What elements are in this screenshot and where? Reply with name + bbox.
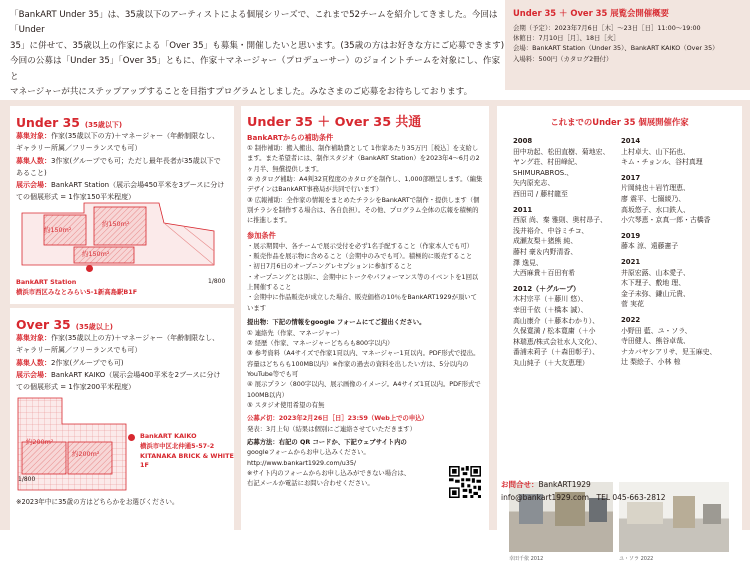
artist-names: SHIMURABROS.、: [513, 168, 574, 177]
year-heading: 2008: [513, 137, 533, 145]
exhibition-outline-box: [505, 0, 750, 90]
location-marker: [128, 434, 135, 441]
outline-line: 休館日：7月10日［月］、18日［火］: [513, 34, 620, 43]
support-title: BankARTからの補助条件: [247, 133, 334, 142]
year-heading: 2019: [621, 231, 641, 240]
artist-names: 林瑞恵/株式会社水人文化）、: [513, 337, 602, 346]
room-area-label: 約150m²: [82, 250, 110, 258]
apply-url-link[interactable]: http://www.bankart1929.com/u35/: [247, 459, 356, 467]
year-heading: 2012（＋グループ）: [513, 284, 580, 293]
year-heading: 2017: [621, 173, 641, 182]
conditions-title: 参加条件: [247, 230, 276, 240]
artist-names: 矢内原充志、: [513, 179, 555, 188]
support-item: ① 制作補助：搬入搬出、制作補助費として 1作家あたり35万円［税込］を支給します。また希望者には、制作スタジオ（BankART Station）を2023年4〜6月の2ヶ月半、無償提供します。: [247, 145, 480, 173]
under35-item: 展示会場：BankART Station（展示会場450平米を3ブースに分けての個展形式 = 1作家150平米程度）: [16, 181, 225, 202]
past-artists-column-left: [513, 136, 609, 368]
artist-names: 片岡純也＋岩竹理恵、: [621, 184, 690, 193]
photo-caption: 幸田千依 2012: [509, 556, 544, 562]
year-heading: 2021: [621, 257, 641, 266]
scale-label: 1/800: [208, 278, 226, 285]
scale-label: 1/800: [18, 476, 36, 483]
result-announcement: 発表：3月上旬（結果は個別にご連絡させていただきます）: [247, 425, 416, 433]
artist-names: 西田司 / 藤村龍至: [513, 189, 568, 198]
over35-item: 募集人数：2作家(グループでも可): [16, 358, 124, 367]
artist-names: 高山康介（＋藤本わかり）、: [513, 316, 600, 325]
bankart-station-floor-plan: [14, 203, 232, 275]
artist-names: 小野田 藍、ユ・ソラ、: [621, 326, 692, 335]
outline-line: 会場：BankART Station（Under 35）、BankART KAIKO（Over 35）: [513, 44, 719, 53]
inquiry-contact[interactable]: info@bankart1929.com TEL 045-663-2812: [501, 493, 666, 502]
photo-caption: ユ・ソラ 2022: [619, 556, 654, 562]
past-artists-column-right: [621, 136, 716, 368]
artist-names: 久保寛満 / 松本寛庸（＋小: [513, 327, 596, 336]
age-footnote: ※2023年中に35歳の方はどちらかをお選びください。: [16, 498, 179, 506]
artist-names: ヤング荘、村田峰紀、: [513, 158, 582, 167]
condition-item: ・初日7月6日のオープニングレセプションに参加すること: [247, 263, 413, 271]
support-item: ② カタログ補助：A4判32頁程度のカタログを制作し、1,000部贈呈します。（編集デザインはBankART事務局が共同で行います）: [247, 176, 483, 194]
apply-method: 応募方法：右記の QR コードか、下記ウェブサイト内の googleフォームからお申し込みください。 http://www.bankart1929.com/u35/ ※サイト内のフォームからお申し込みができない場合は、 右記メールか電話にお問い合わせください。: [247, 438, 447, 490]
under35-details: [16, 130, 226, 204]
condition-item: ・オープニングとは別に、会期中にトークやパフォーマンス等のイベントを1回以上開催すること: [247, 273, 479, 292]
submission-item: ① 連絡先（作家、マネージャー）: [247, 329, 344, 337]
under35-title: Under 35: [16, 115, 80, 130]
over35-item: 募集対象：作家(35歳以上の方)＋マネージャー（年齢制限なし、ギャラリー所属／フリーランスでも可）: [16, 334, 220, 355]
intro-line: 「BankART Under 35」は、35歳以下のアーティストによる個展シリーズで、これまで52チームを紹介してきました。今回は「Under: [10, 10, 498, 36]
submission-item: ② 経歴（作家、マネージャーどちらも800字以内）: [247, 339, 394, 347]
support-list: [247, 144, 483, 227]
intro-line: 35」に併せて、35歳以上の作家による「Over 35」も募集・開催したいと思います。(35歳の方はお好きな方にご応募できます): [10, 40, 505, 51]
artist-names: キム・チョンル、谷村真理: [621, 158, 703, 167]
under35-age-note: (35歳以下): [84, 121, 123, 129]
year-heading: 2011: [513, 205, 533, 214]
inquiry-org: BankART1929: [538, 480, 591, 489]
artist-names: 金子未弥、鎌山元貴、: [621, 289, 690, 298]
over35-title: Over 35: [16, 317, 71, 332]
outline-line: 入場料：500円（カタログ2冊付）: [513, 54, 613, 63]
venue-name: BankART KAIKO: [140, 432, 197, 440]
venue-address: KITANAKA BRICK & WHITE 1F: [140, 452, 234, 470]
common-conditions-card: [241, 106, 489, 530]
room-area-label: 約150m²: [102, 220, 130, 228]
room-area-label: 約150m²: [44, 226, 72, 234]
artist-names: 大西麻貴＋百田有希: [513, 269, 576, 278]
over35-card: [10, 308, 234, 530]
artist-names: 浅井裕介、中谷ミチコ、: [513, 226, 589, 235]
under35-heading: [16, 112, 122, 131]
submission-intro: 提出物：下記の情報をgoogle フォームにてご提出ください。: [247, 319, 426, 327]
artist-names: 小穴琴恵・京真一郎・古橋香: [621, 216, 711, 225]
venue-address: 横浜市西区みなとみらい5-1新高島駅B1F: [16, 288, 138, 296]
submission-item: ④ 展示プラン（800字以内、展示画像のイメージ。A4サイズ1頁以内。PDF形式で100MB以内）: [247, 381, 481, 399]
past-artists-card: [497, 106, 742, 562]
inquiry-info: [501, 478, 666, 504]
artist-names: 澤 逸見、: [513, 258, 543, 267]
intro-text: [10, 8, 508, 100]
submission-item: ⑤ スタジオ使用希望の有無: [247, 401, 325, 409]
submission-list: [247, 329, 483, 412]
under35-item: 募集人数：3作家(グループでも可；ただし最年長者が35歳以下であること): [16, 156, 221, 177]
under35-card: [10, 106, 234, 304]
artist-names: 田中功起、松田直樹、菊地宏、: [513, 147, 610, 156]
qr-code-icon[interactable]: [449, 466, 481, 498]
year-heading: 2022: [621, 315, 641, 324]
condition-item: ・展示期間中、各チームで展示受付を必ず1名手配すること（作家本人でも可）: [247, 242, 474, 250]
under35-item: 募集対象：作家(35歳以下の方)＋マネージャー（年齢制限なし、ギャラリー所属／フリーランスでも可）: [16, 132, 220, 153]
artist-names: 幸田千依（＋橋本 誠）、: [513, 305, 588, 314]
support-item: ③ 広報補助：全作家の情報をまとめたチラシをBankARTで制作・提供します（個別チラシを制作する場合は、各自負担）。その他、プログラム全体の広報を積極的に推進します。: [247, 196, 480, 225]
artist-names: 藤村 豪＆内野清香、: [513, 247, 578, 256]
artist-names: 高坂悠子、水口鉄人、: [621, 205, 690, 214]
conditions-list: [247, 242, 483, 314]
artist-names: 木下理子、敷地 理、: [621, 279, 686, 288]
outline-title: Under 35 ＋ Over 35 展覧会開催概要: [513, 8, 669, 18]
room-area-label: 約200m²: [72, 450, 100, 458]
over35-details: [16, 332, 226, 393]
artist-names: 木村宗平（＋藤川 悠）、: [513, 295, 588, 304]
artist-names: 井原宏蕗、山本愛子、: [621, 268, 690, 277]
artist-names: 上村卓大、山下拓也、: [621, 147, 690, 156]
artist-names: ナカバヤシアリサ、児玉麻史、: [621, 347, 717, 356]
intro-line: 今回の公募は「Under 35」「Over 35」ともに、作家＋マネージャー（プロデューサー）のジョイントチームを対象にし、作家と: [10, 56, 501, 82]
artist-names: 成瀬友梨＋猪熊 純、: [513, 237, 578, 246]
submission-item: ③ 参考資料（A4サイズで作家1頁以内、マネージャー1頁以内。PDF形式で提出。容量はどちらも100MB以内）※作家の過去の資料を出したい方は、5分以内のYouTube等でも可: [247, 350, 480, 378]
artist-names: 菅 実花: [621, 300, 644, 309]
common-title: Under 35 ＋ Over 35 共通: [247, 115, 422, 130]
room-area-label: 約200m²: [26, 438, 54, 446]
intro-line: マネージャーが共にステップアップすることを目指すプログラムとしました。みなさまのご応募をお待ちしております。: [10, 87, 473, 98]
over35-heading: [16, 314, 113, 333]
artist-names: 藤本 涼、遠藤憲子: [621, 242, 679, 251]
past-artists-title: これまでのUnder 35 個展開催作家: [550, 117, 689, 127]
artist-names: 番浦未莉子（＋森田彰子）、: [513, 348, 600, 357]
inquiry-label: お問合せ：: [501, 480, 539, 489]
condition-item: ・会期中に作品販売が成立した場合、販売価格の10％をBankART1929が頂いています: [247, 294, 477, 312]
artist-names: 廖 震平、七搦綾乃、: [621, 194, 686, 203]
over35-age-note: (35歳以上): [75, 323, 113, 331]
condition-item: ・販売作品を展示物に含めること（会期中のみでも可）。積極的に販売すること: [247, 253, 473, 261]
location-marker: [86, 265, 93, 272]
artist-names: 寺田健人、熊谷卓哉、: [621, 337, 690, 346]
artist-names: 丸山純子（＋大友恵理）: [513, 358, 589, 367]
year-heading: 2014: [621, 137, 641, 145]
over35-item: 展示会場：BankART KAIKO（展示会場400平米を2ブースに分けての個展形式 = 1作家200平米程度）: [16, 370, 221, 392]
outline-line: 会期（予定）：2023年7月6日［木］〜23日［日］11:00〜19:00: [513, 24, 701, 32]
venue-name: BankART Station: [16, 278, 77, 286]
artist-names: 辻 梨絵子、小林 椋: [621, 358, 681, 367]
deadline: 公募〆切：2023年2月26日［日］23:59（Web上での申込）: [247, 415, 428, 423]
venue-address: 横浜市中区北仲通5-57-2: [140, 442, 215, 450]
artist-names: 西原 尚、秦 雅則、奥村昂子、: [513, 216, 607, 225]
